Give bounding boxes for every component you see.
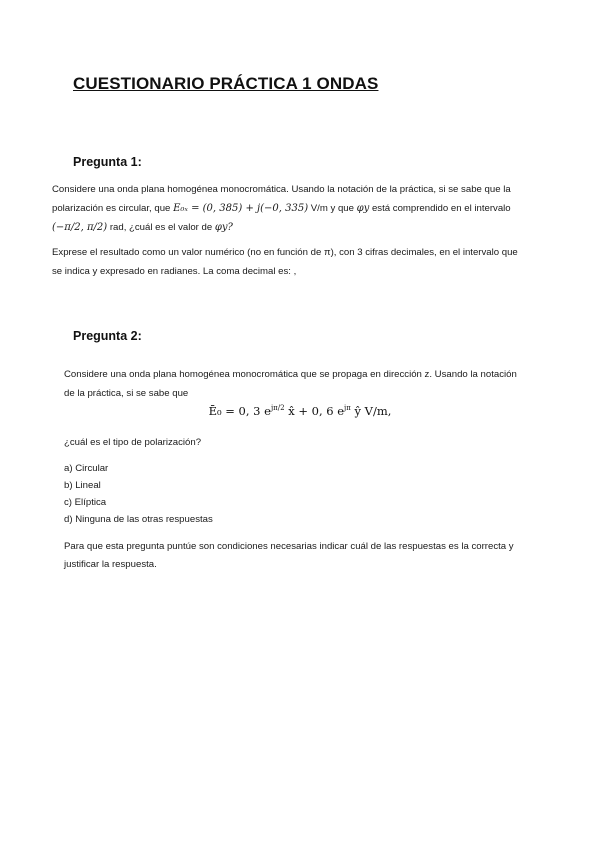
q2-option-d: d) Ninguna de las otras respuestas <box>64 514 213 525</box>
q1-interval: (−π/2, π/2) <box>52 222 108 233</box>
q2-line-2: de la práctica, si se sabe que <box>64 388 189 399</box>
question-1-text <box>52 180 552 281</box>
document-title: CUESTIONARIO PRÁCTICA 1 ONDAS <box>73 74 379 93</box>
q1-e0x-expression: E₀ₓ = (0, 385) + j(−0, 335) <box>173 203 309 214</box>
q1-phi-y-question: φy? <box>214 222 233 233</box>
q2-option-c: c) Elíptica <box>64 497 107 508</box>
q1-line-5: se indica y expresado en radianes. La coma decimal es: , <box>52 266 297 277</box>
q1-phi-y: φy <box>356 203 370 214</box>
q2-note-line-1: Para que esta pregunta puntúe son condiciones necesarias indicar cuál de las respuestas es la correcta y <box>64 541 514 552</box>
q1-line-3: (−π/2, π/2) rad, ¿cuál es el valor de φy? <box>52 222 233 233</box>
q2-field-equation: Ē₀ = 0, 3 $e^{j\pi/2}$ x̂ + 0, 6 $e^{j\pi}$ ŷ V/m, <box>208 404 392 418</box>
q2-question: ¿cuál es el tipo de polarización? <box>64 437 202 448</box>
question-2-text <box>64 365 544 403</box>
q1-line-4: Exprese el resultado como un valor numérico (no en función de π), con 3 cifras decimales, en el intervalo que <box>52 247 518 258</box>
q2-line-1: Considere una onda plana homogénea monocromática que se propaga en dirección z. Usando la notación <box>64 369 517 380</box>
q2-note <box>64 538 544 574</box>
q2-note-line-2: justificar la respuesta. <box>64 559 157 570</box>
q1-line-2: polarización es circular, que E₀ₓ = (0, 385) + j(−0, 335) V/m y que φy está comprendido en el intervalo <box>52 203 511 214</box>
q1-line-1: Considere una onda plana homogénea monocromática. Usando la notación de la práctica, si se sabe que la <box>52 184 511 195</box>
question-2-heading: Pregunta 2: <box>73 329 142 343</box>
q2-option-b: b) Lineal <box>64 480 101 491</box>
question-1-heading: Pregunta 1: <box>73 155 142 169</box>
q2-option-a: a) Circular <box>64 463 109 474</box>
